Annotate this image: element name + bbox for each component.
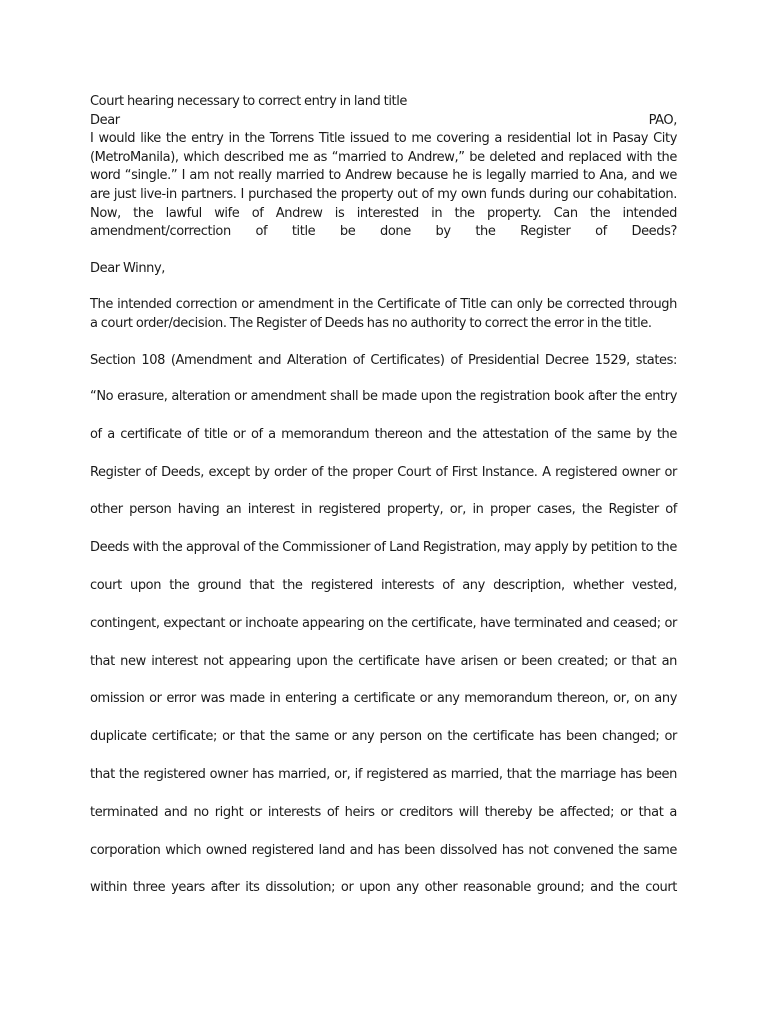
answer-paragraph (90, 296, 677, 333)
statute-line: omission or error was made in entering a certificate or any memorandum thereon, or, on any (90, 691, 677, 707)
statute-line: corporation which owned registered land and has been dissolved has not convened the same (90, 842, 677, 858)
question-line: (MetroManila), which described me as “married to Andrew,” be deleted and replaced with the (90, 149, 677, 165)
statute-line: that the registered owner has married, or, if registered as married, that the marriage has been (90, 766, 677, 782)
statute-line: other person having an interest in registered property, or, in proper cases, the Register of (90, 502, 677, 518)
salutation-left: Dear (90, 112, 120, 128)
statute-line: duplicate certificate; or that the same or any person on the certificate has been changed; or (90, 729, 677, 745)
document-page (90, 93, 677, 898)
section-intro: Section 108 (Amendment and Alteration of Certificates) of Presidential Decree 1529, states: (90, 352, 677, 368)
statute-line: “No erasure, alteration or amendment shall be made upon the registration book after the entry (90, 389, 677, 405)
salutation-right: PAO, (648, 112, 677, 128)
article-title: Court hearing necessary to correct entry in land title (90, 94, 408, 109)
statute-line: of a certificate of title or of a memorandum thereon and the attestation of the same by the (90, 426, 677, 442)
statute-line: contingent, expectant or inchoate appearing on the certificate, have terminated and ceased; or (90, 615, 677, 631)
statute-line: court upon the ground that the registered interests of any description, whether vested, (90, 578, 677, 594)
statute-line: terminated and no right or interests of heirs or creditors will thereby be affected; or that a (90, 804, 677, 820)
question-line: I would like the entry in the Torrens Title issued to me covering a residential lot in Pasay City (90, 131, 677, 147)
question-line: amendment/correction of title be done by the Register of Deeds? (90, 224, 677, 240)
question-line: are just live-in partners. I purchased the property out of my own funds during our cohabitation. (90, 186, 677, 202)
answer-line: The intended correction or amendment in the Certificate of Title can only be corrected through (90, 297, 677, 313)
reply-salutation: Dear Winny, (90, 260, 166, 276)
statute-line: Register of Deeds, except by order of the proper Court of First Instance. A registered owner or (90, 464, 677, 480)
question-line: word “single.” I am not really married to Andrew because he is legally married to Ana, and we (90, 168, 677, 184)
answer-line: a court order/decision. The Register of Deeds has no authority to correct the error in the title. (90, 315, 652, 331)
question-line: Now, the lawful wife of Andrew is interested in the property. Can the intended (90, 205, 677, 221)
salutation-row (90, 112, 677, 131)
question-paragraph (90, 130, 677, 242)
statute-quote (90, 388, 677, 898)
statute-line: within three years after its dissolution; or upon any other reasonable ground; and the court (90, 880, 677, 896)
statute-line: Deeds with the approval of the Commissioner of Land Registration, may apply by petition to the (90, 540, 677, 556)
statute-line: that new interest not appearing upon the certificate have arisen or been created; or that an (90, 653, 677, 669)
